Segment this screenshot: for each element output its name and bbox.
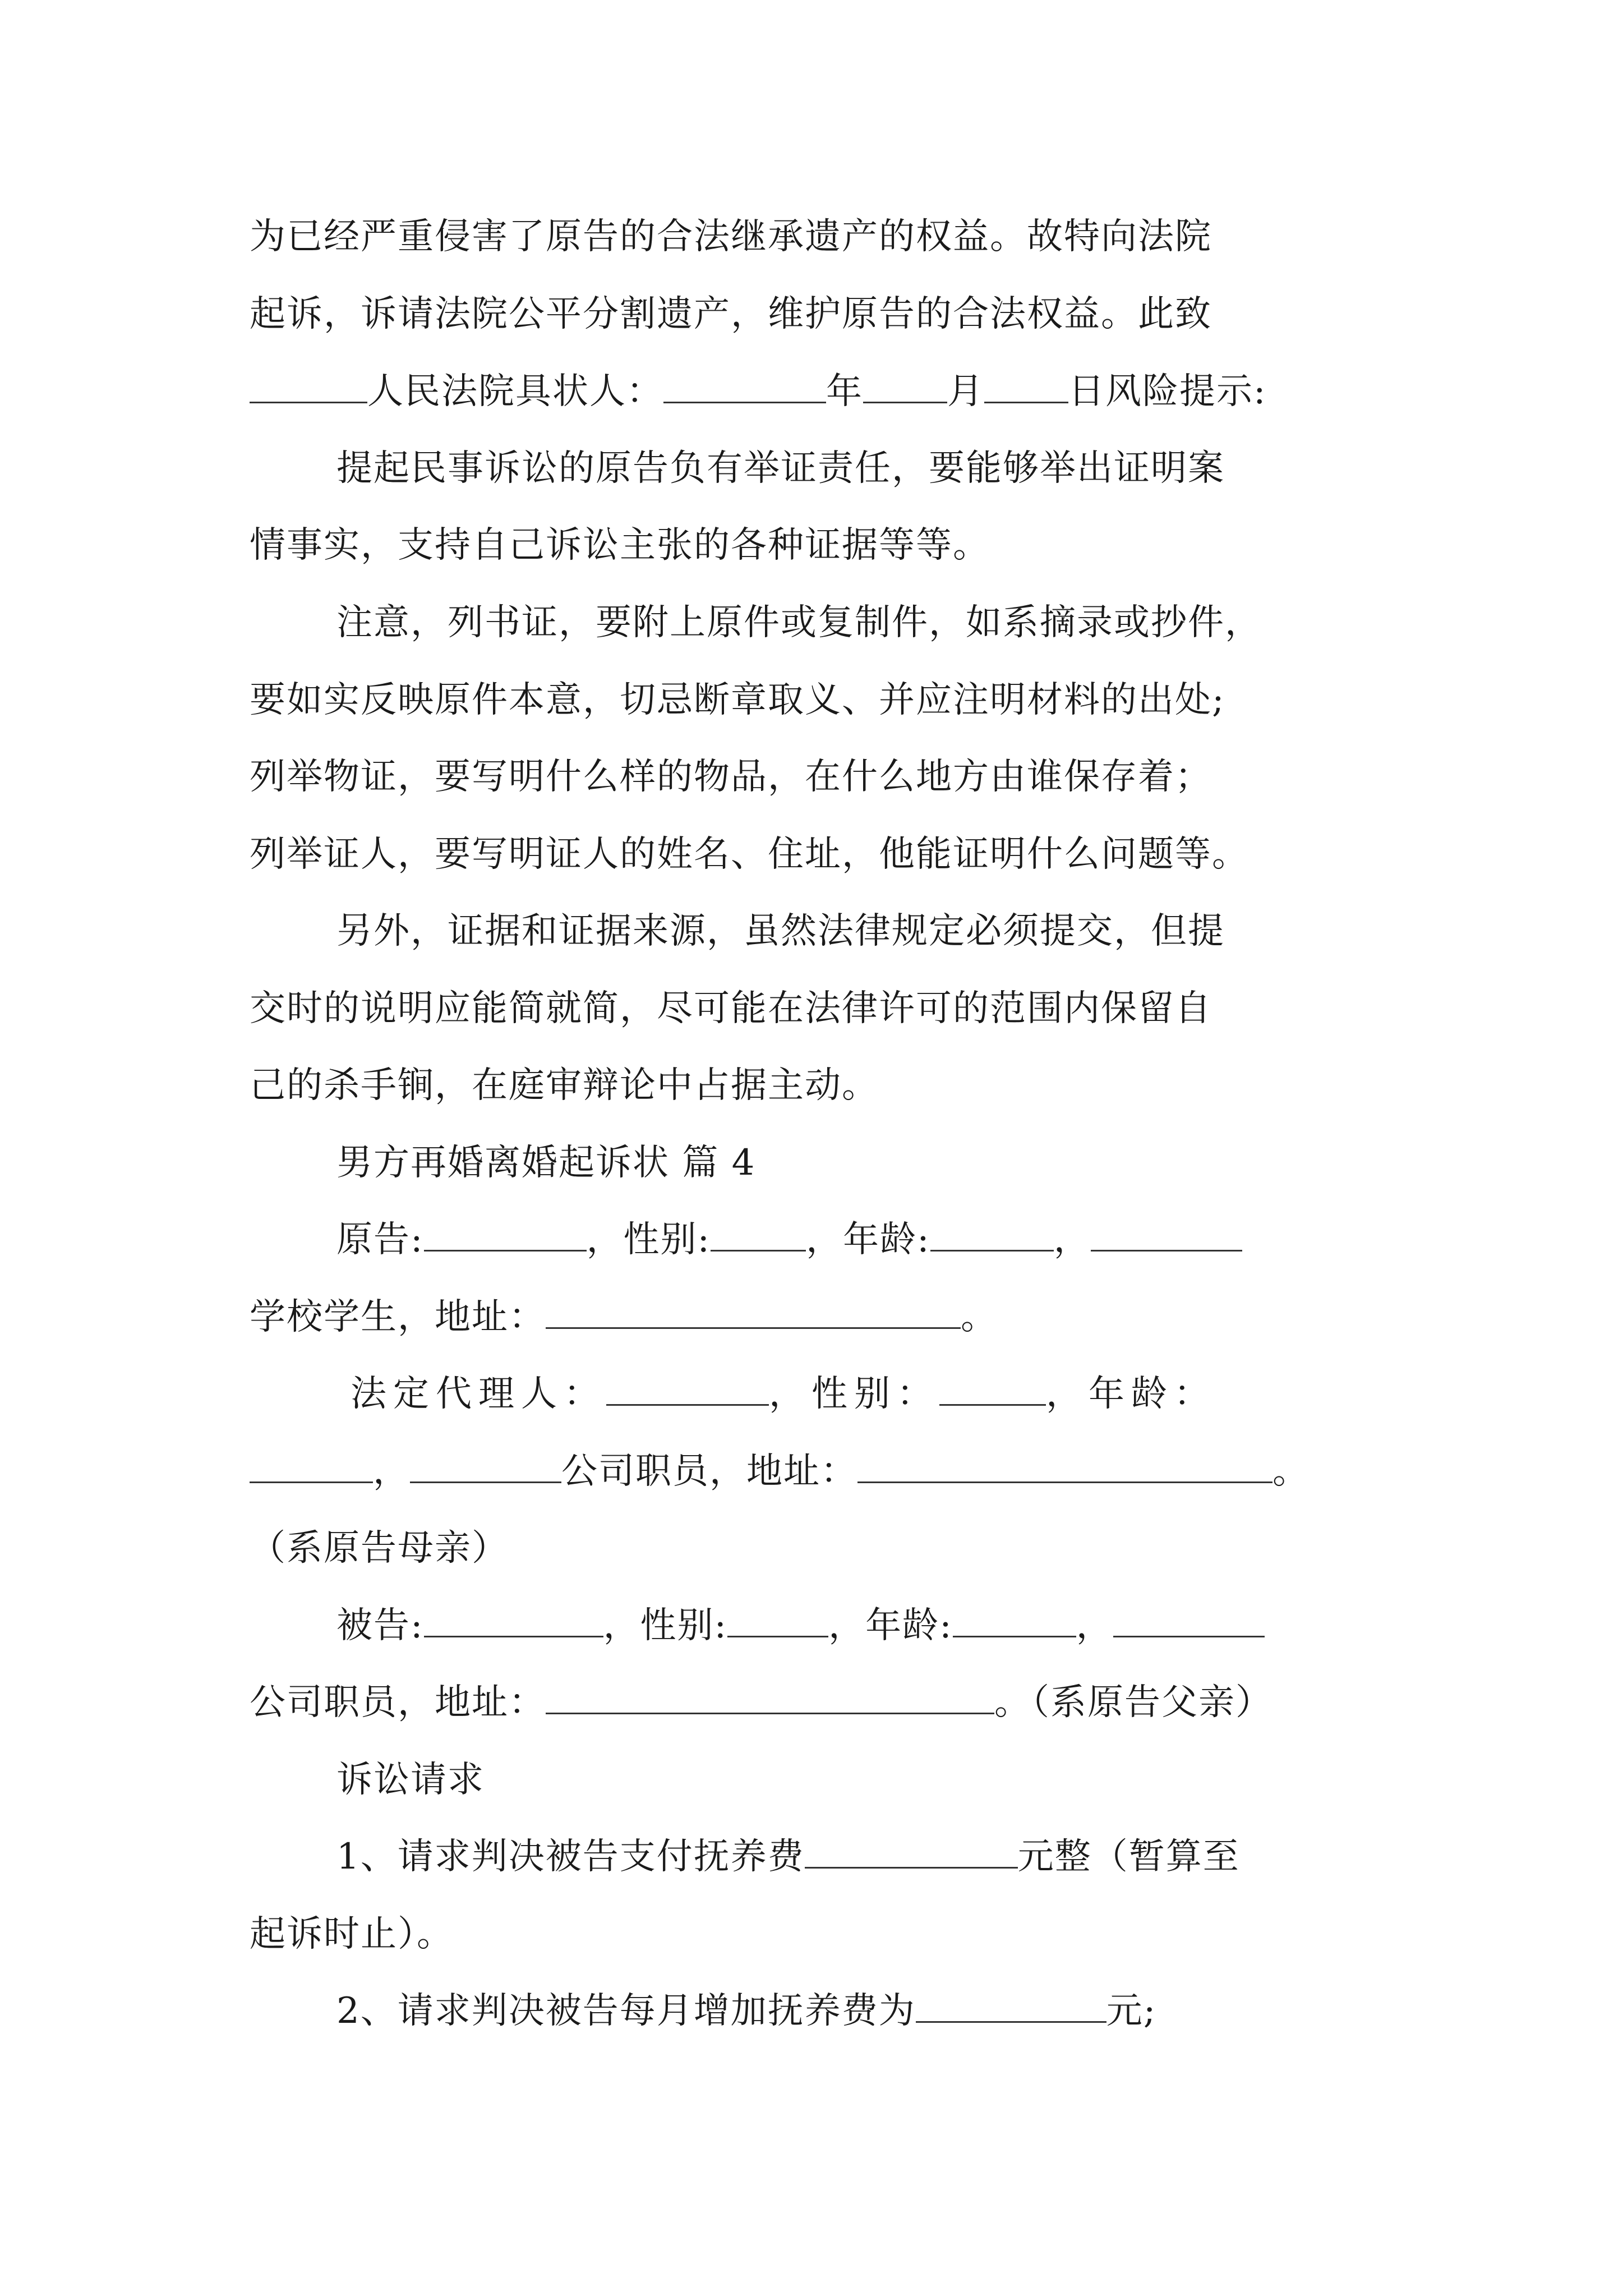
text-line: 起诉，诉请法院公平分割遗产，维护原告的合法权益。此致 <box>250 293 1212 335</box>
day-blank <box>984 369 1068 403</box>
text-line: 起诉时止）。 <box>250 1913 454 1955</box>
text-line: 要如实反映原件本意，切忌断章取义、并应注明材料的出处; <box>250 679 1225 721</box>
text-line: 另外，证据和证据来源，虽然法律规定必须提交，但提 <box>336 910 1225 952</box>
text-line: 列举物证，要写明什么样的物品，在什么地方由谁保存着； <box>250 756 1212 798</box>
text-line: （系原告母亲） <box>250 1527 509 1569</box>
text-line: 列举证人，要写明证人的姓名、住址，他能证明什么问题等。 <box>250 834 1249 875</box>
text-line: 注意，列书证，要附上原件或复制件，如系摘录或抄件， <box>336 602 1262 643</box>
plaintiff-line: 原告: ，性别: ，年龄: ， <box>336 1217 1242 1262</box>
text-line: 情事实，支持自己诉讼主张的各种证据等等。 <box>250 524 990 566</box>
month-blank <box>863 369 947 403</box>
text-line: 交时的说明应能简就简，尽可能在法律许可的范围内保留自 <box>250 988 1212 1029</box>
claim-item: 1、请求判决被告支付抚养费 元整（暂算至 <box>336 1834 1240 1879</box>
text-line: 己的杀手锏，在庭审辩论中占据主动。 <box>250 1065 879 1106</box>
plaintiff-address-line: 学校学生，地址： 。 <box>250 1295 998 1340</box>
guardian-address-line: ， 公司职员，地址： 。 <box>250 1449 1310 1494</box>
text-line: 为已经严重侵害了原告的合法继承遗产的权益。故特向法院 <box>250 216 1212 257</box>
plaintiff-name-blank <box>663 369 826 403</box>
defendant-address-line: 公司职员，地址： 。（系原告父亲） <box>250 1680 1272 1725</box>
claim-item: 2、请求判决被告每月增加抚养费为 元; <box>336 1989 1156 2033</box>
section-heading: 诉讼请求 <box>336 1759 485 1801</box>
defendant-line: 被告: ，性别: ，年龄: ， <box>336 1603 1265 1648</box>
court-name-blank <box>250 369 367 403</box>
text-line: 提起民事诉讼的原告负有举证责任，要能够举出证明案 <box>336 448 1225 489</box>
signature-line: 人民法院具状人： 年 月 日风险提示: <box>250 369 1267 414</box>
section-heading: 男方再婚离婚起诉状 篇 4 <box>336 1142 756 1184</box>
guardian-line: 法定代理人： ，性别： ，年龄： <box>351 1372 1216 1416</box>
